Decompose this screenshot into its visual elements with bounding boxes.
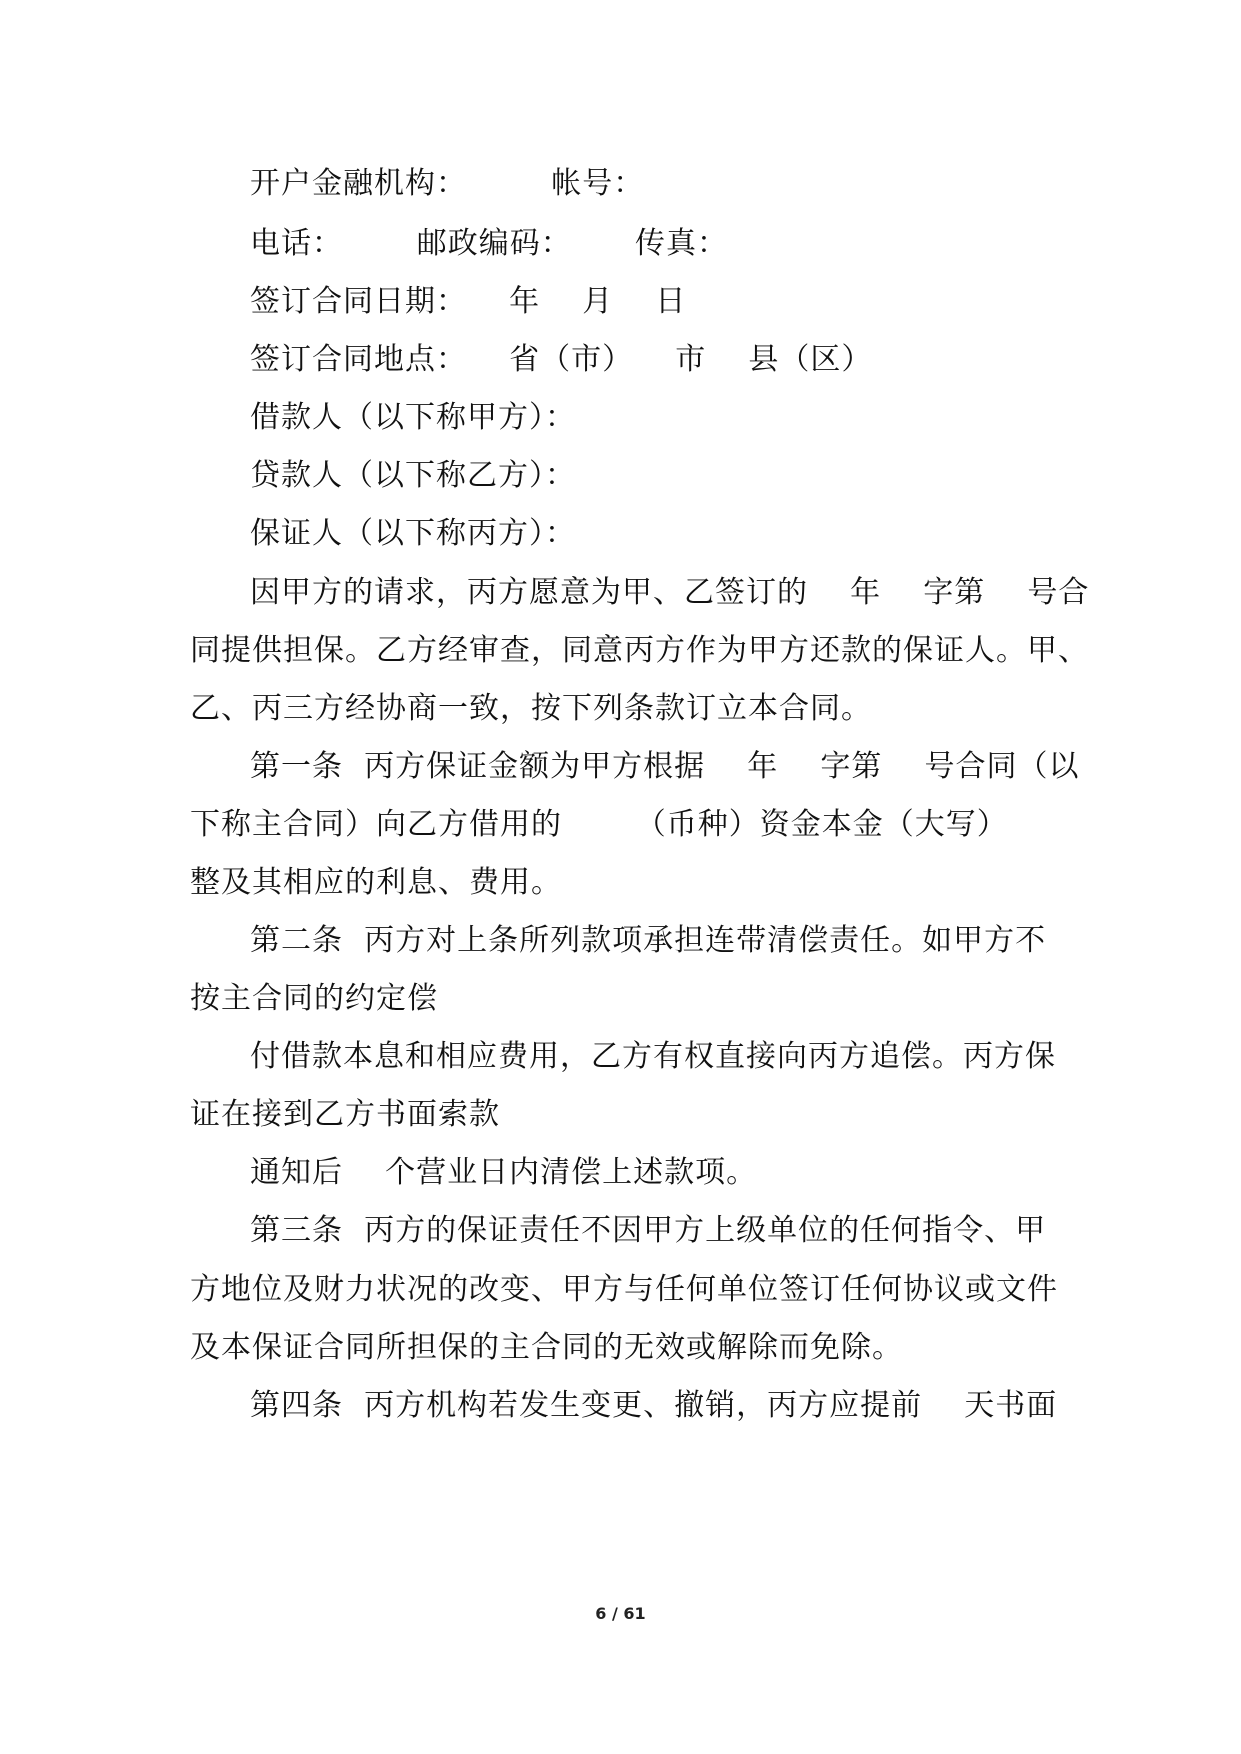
field-bank-account: 开户金融机构： 帐号： [250,166,645,201]
article-1-line: 下称主合同）向乙方借用的 （币种）资金本金（大写） [190,807,1008,842]
article-3-line: 第三条 丙方的保证责任不因甲方上级单位的任何指令、甲 [250,1213,1047,1248]
article-3-line: 及本保证合同所担保的主合同的无效或解除而免除。 [190,1330,903,1365]
article-4-line: 第四条 丙方机构若发生变更、撤销，丙方应提前 天书面 [250,1388,1058,1423]
preamble-line: 因甲方的请求，丙方愿意为甲、乙签订的 年 字第 号合 [250,575,1090,610]
preamble-line: 同提供担保。乙方经审查，同意丙方作为甲方还款的保证人。甲、 [190,633,1089,668]
field-sign-place: 签订合同地点： 省（市） 市 县（区） [250,342,873,377]
field-phone-postal-fax: 电话： 邮政编码： 传真： [250,226,728,261]
preamble-line: 乙、丙三方经协商一致，按下列条款订立本合同。 [190,691,872,726]
article-2-line: 按主合同的约定偿 [190,981,438,1016]
field-borrower: 借款人（以下称甲方）： [250,400,576,435]
article-1-line: 第一条 丙方保证金额为甲方根据 年 字第 号合同（以 [250,749,1080,784]
field-sign-date: 签订合同日期： 年 月 日 [250,284,687,319]
article-3-line: 方地位及财力状况的改变、甲方与任何单位签订任何协议或文件 [190,1272,1058,1307]
field-guarantor: 保证人（以下称丙方）： [250,516,576,551]
page-number: 6 / 61 [595,1604,646,1623]
article-2-line: 通知后 个营业日内清偿上述款项。 [250,1155,758,1190]
article-2-line: 第二条 丙方对上条所列款项承担连带清偿责任。如甲方不 [250,923,1047,958]
field-lender: 贷款人（以下称乙方）： [250,458,576,493]
article-2-line: 付借款本息和相应费用，乙方有权直接向丙方追偿。丙方保 [250,1039,1056,1074]
article-2-line: 证在接到乙方书面索款 [190,1097,500,1132]
article-1-line: 整及其相应的利息、费用。 [190,865,562,900]
